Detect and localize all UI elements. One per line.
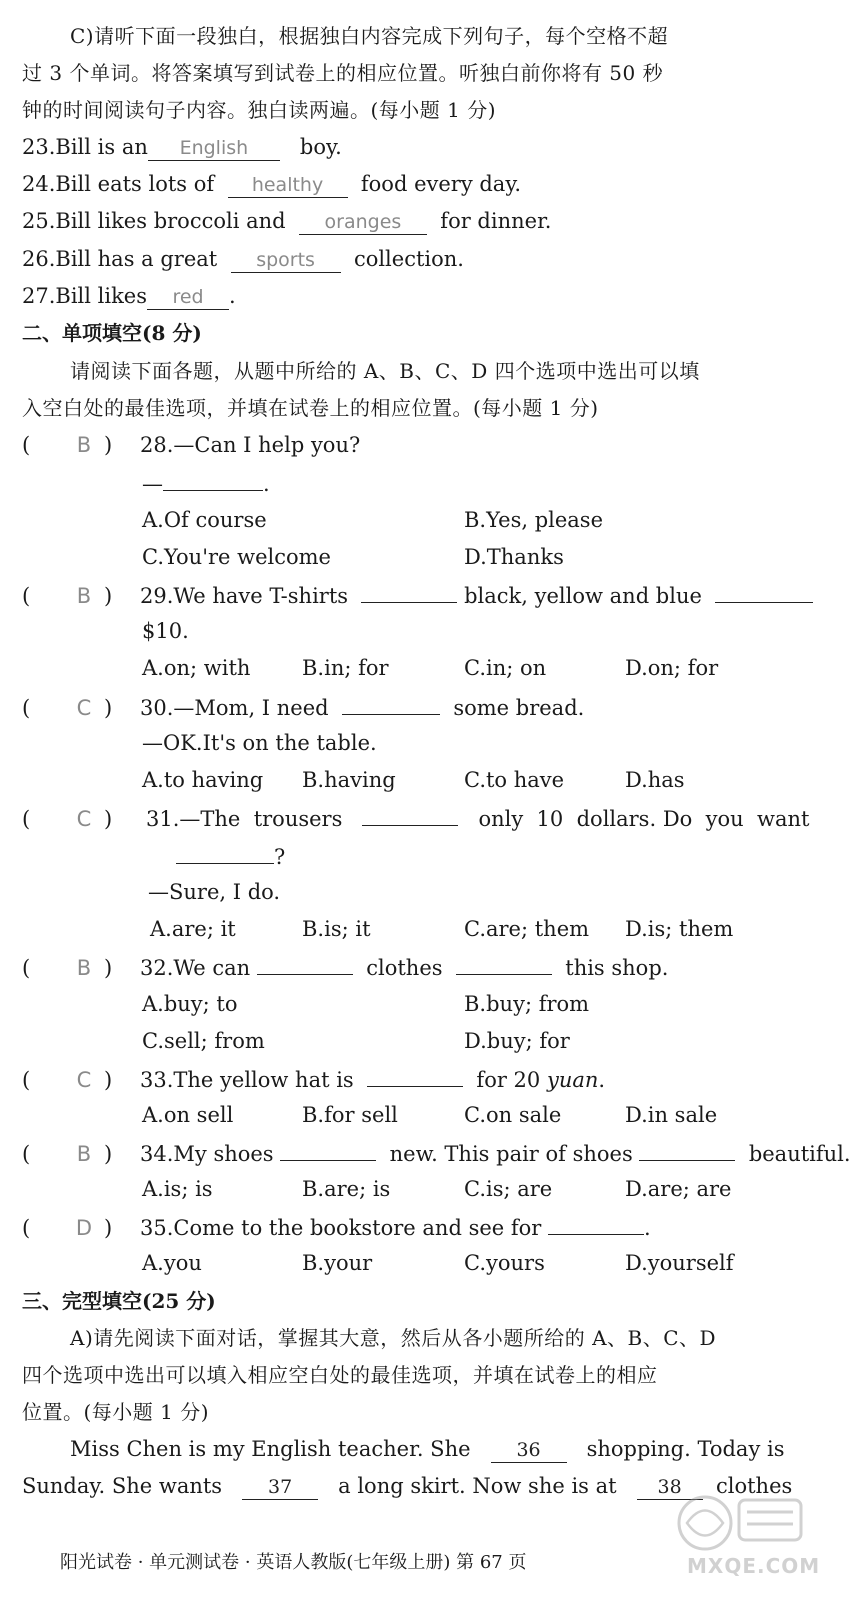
q30-line2: —OK.It's on the table. <box>142 731 377 755</box>
q32-stem-1: 32.We can <box>140 956 251 980</box>
section-c-intro-2: 过 3 个单词。将答案填写到试卷上的相应位置。听独白前你将有 50 秒 <box>22 61 664 85</box>
q35-period: . <box>644 1216 651 1240</box>
q31-stem-1: 31.—The trousers <box>146 807 343 831</box>
q32-stem-2: clothes <box>366 956 443 980</box>
passage-1a: Miss Chen is my English teacher. She <box>70 1437 471 1461</box>
q32-option-b: B.buy; from <box>464 992 590 1016</box>
q31-question-mark: ? <box>274 845 286 869</box>
q25-post: for dinner. <box>440 209 552 233</box>
passage-2b: a long skirt. Now she is at <box>338 1474 617 1498</box>
q33-option-a: A.on sell <box>142 1103 234 1127</box>
q29-blank-2[interactable] <box>715 580 813 603</box>
q29-option-b: B.in; for <box>302 656 389 680</box>
paren-left: ( <box>22 1216 31 1240</box>
section-3-intro-2: 四个选项中选出可以填入相应空白处的最佳选项，并填在试卷上的相应 <box>22 1363 658 1387</box>
section-3-intro-1: A)请先阅读下面对话，掌握其大意，然后从各小题所给的 A、B、C、D <box>70 1326 717 1350</box>
q26-text: 26.Bill has a great <box>22 247 218 271</box>
paren-left: ( <box>22 1142 31 1166</box>
q34-option-a: A.is; is <box>142 1177 213 1201</box>
question-25 <box>22 207 551 235</box>
question-24 <box>22 170 521 198</box>
q31-blank-1[interactable] <box>362 803 458 826</box>
q33-blank[interactable] <box>367 1064 463 1087</box>
q35-option-c: C.yours <box>464 1251 545 1275</box>
paren-left: ( <box>22 807 31 831</box>
q30-answer[interactable]: C <box>76 696 92 720</box>
q26-post: collection. <box>353 247 464 271</box>
q31-option-a: A.are; it <box>150 917 236 941</box>
q23-post: boy. <box>299 135 342 159</box>
paren-right: ) <box>104 1216 113 1240</box>
q28-option-b: B.Yes, please <box>464 508 604 532</box>
q32-blank-2[interactable] <box>456 952 552 975</box>
question-26 <box>22 245 464 273</box>
q34-blank-1[interactable] <box>280 1138 376 1161</box>
q24-text: 24.Bill eats lots of <box>22 172 215 196</box>
q29-option-a: A.on; with <box>142 656 251 680</box>
q31-answer[interactable]: C <box>76 807 92 831</box>
q32-answer[interactable]: B <box>76 956 92 980</box>
q28-option-d: D.Thanks <box>464 545 564 569</box>
q30-option-a: A.to having <box>142 768 264 792</box>
paren-right: ) <box>104 1068 113 1092</box>
blank-37[interactable]: 37 <box>242 1475 318 1500</box>
question-33 <box>22 1064 605 1094</box>
question-28 <box>22 431 360 459</box>
q34-stem-3: beautiful. <box>748 1142 851 1166</box>
q32-option-a: A.buy; to <box>142 992 238 1016</box>
q29-option-d: D.on; for <box>625 656 719 680</box>
q30-stem-1: 30.—Mom, I need <box>140 696 329 720</box>
q32-option-d: D.buy; for <box>464 1029 570 1053</box>
q29-blank-1[interactable] <box>361 580 457 603</box>
q27-post: . <box>229 284 236 308</box>
paren-right: ) <box>104 1142 113 1166</box>
paren-right: ) <box>104 584 113 608</box>
q27-text: 27.Bill likes <box>22 284 148 308</box>
blank-38[interactable]: 38 <box>637 1475 703 1500</box>
q34-option-b: B.are; is <box>302 1177 391 1201</box>
paren-right: ) <box>104 696 113 720</box>
q28-stem: 28.—Can I help you? <box>140 433 361 457</box>
blank-36[interactable]: 36 <box>491 1438 567 1463</box>
q28-option-a: A.Of course <box>142 508 267 532</box>
q29-answer[interactable]: B <box>76 584 92 608</box>
q23-answer[interactable]: English <box>148 136 280 161</box>
q29-stem-2: black, yellow and blue <box>464 584 702 608</box>
q25-answer[interactable]: oranges <box>299 210 427 235</box>
section-2-heading: 二、单项填空(8 分) <box>22 321 202 345</box>
q34-option-d: D.are; are <box>625 1177 732 1201</box>
q29-stem-1: 29.We have T-shirts <box>140 584 349 608</box>
question-23 <box>22 133 342 161</box>
paren-left: ( <box>22 956 31 980</box>
q27-answer[interactable]: red <box>147 285 229 310</box>
question-27 <box>22 282 236 310</box>
q34-stem-2: new. This pair of shoes <box>389 1142 633 1166</box>
q30-option-c: C.to have <box>464 768 565 792</box>
q24-answer[interactable]: healthy <box>228 173 348 198</box>
q35-stem: 35.Come to the bookstore and see for <box>140 1216 542 1240</box>
q24-post: food every day. <box>360 172 522 196</box>
q28-option-c: C.You're welcome <box>142 545 331 569</box>
q33-option-b: B.for sell <box>302 1103 398 1127</box>
q34-option-c: C.is; are <box>464 1177 553 1201</box>
passage-line-1 <box>70 1435 784 1463</box>
q34-answer[interactable]: B <box>76 1142 92 1166</box>
section-c-intro-3: 钟的时间阅读句子内容。独白读两遍。(每小题 1 分) <box>22 98 497 122</box>
passage-1b: shopping. Today is <box>586 1437 785 1461</box>
paren-right: ) <box>104 433 113 457</box>
paren-left: ( <box>22 433 31 457</box>
q35-blank[interactable] <box>548 1212 644 1235</box>
paren-left: ( <box>22 584 31 608</box>
q33-option-c: C.on sale <box>464 1103 562 1127</box>
q26-answer[interactable]: sports <box>231 248 341 273</box>
section-2-intro-1: 请阅读下面各题，从题中所给的 A、B、C、D 四个选项中选出可以填 <box>70 359 700 383</box>
q35-option-a: A.you <box>142 1251 202 1275</box>
q33-stem-2: for 20 <box>476 1068 541 1092</box>
q25-text: 25.Bill likes broccoli and <box>22 209 286 233</box>
section-3-intro-3: 位置。(每小题 1 分) <box>22 1400 210 1424</box>
q29-line2: $10. <box>142 619 189 643</box>
q28-answer[interactable]: B <box>76 433 92 457</box>
q32-blank-1[interactable] <box>257 952 353 975</box>
q31-line3: —Sure, I do. <box>148 880 281 904</box>
section-c-intro-1: C)请听下面一段独白，根据独白内容完成下列句子，每个空格不超 <box>70 24 669 48</box>
q33-stem-1: 33.The yellow hat is <box>140 1068 354 1092</box>
q28-period: . <box>263 472 270 496</box>
question-32 <box>22 952 668 982</box>
q31-option-c: C.are; them <box>464 917 590 941</box>
page-footer: 阳光试卷 · 单元测试卷 · 英语人教版(七年级上册) 第 67 页 <box>60 1552 527 1573</box>
q34-blank-2[interactable] <box>639 1138 735 1161</box>
passage-2a: Sunday. She wants <box>22 1474 223 1498</box>
paren-left: ( <box>22 1068 31 1092</box>
question-30 <box>22 692 584 722</box>
passage-2c: clothes <box>715 1474 793 1498</box>
q31-option-b: B.is; it <box>302 917 371 941</box>
q33-option-d: D.in sale <box>625 1103 718 1127</box>
question-29 <box>22 580 813 610</box>
q30-option-d: D.has <box>625 768 685 792</box>
paren-left: ( <box>22 696 31 720</box>
q28-dash: — <box>142 472 163 496</box>
section-2-intro-2: 入空白处的最佳选项，并填在试卷上的相应位置。(每小题 1 分) <box>22 396 599 420</box>
q30-blank[interactable] <box>342 692 440 715</box>
paren-right: ) <box>104 956 113 980</box>
q31-line2 <box>176 841 285 871</box>
q28-blank[interactable] <box>163 468 263 491</box>
q33-period: . <box>598 1068 606 1092</box>
q29-option-c: C.in; on <box>464 656 547 680</box>
q31-option-d: D.is; them <box>625 917 734 941</box>
q35-answer[interactable]: D <box>75 1216 93 1240</box>
question-34 <box>22 1138 851 1168</box>
q31-blank-2[interactable] <box>176 841 274 864</box>
q33-yuan: yuan <box>546 1068 599 1092</box>
q33-answer[interactable]: C <box>76 1068 92 1092</box>
q35-option-b: B.your <box>302 1251 373 1275</box>
q28-line2 <box>142 468 270 498</box>
q23-text: 23.Bill is an <box>22 135 148 159</box>
paren-right: ) <box>104 807 113 831</box>
q32-option-c: C.sell; from <box>142 1029 265 1053</box>
watermark-logo <box>665 1478 821 1578</box>
section-3-heading: 三、完型填空(25 分) <box>22 1289 216 1313</box>
q32-stem-3: this shop. <box>565 956 669 980</box>
watermark-text: MXQE.COM <box>687 1554 821 1578</box>
q34-stem-1: 34.My shoes <box>140 1142 274 1166</box>
q30-option-b: B.having <box>302 768 396 792</box>
q31-stem-2: only 10 dollars. Do you want <box>478 807 810 831</box>
q30-stem-2: some bread. <box>453 696 585 720</box>
question-31 <box>22 803 810 833</box>
question-35 <box>22 1212 651 1242</box>
q35-option-d: D.yourself <box>625 1251 734 1275</box>
